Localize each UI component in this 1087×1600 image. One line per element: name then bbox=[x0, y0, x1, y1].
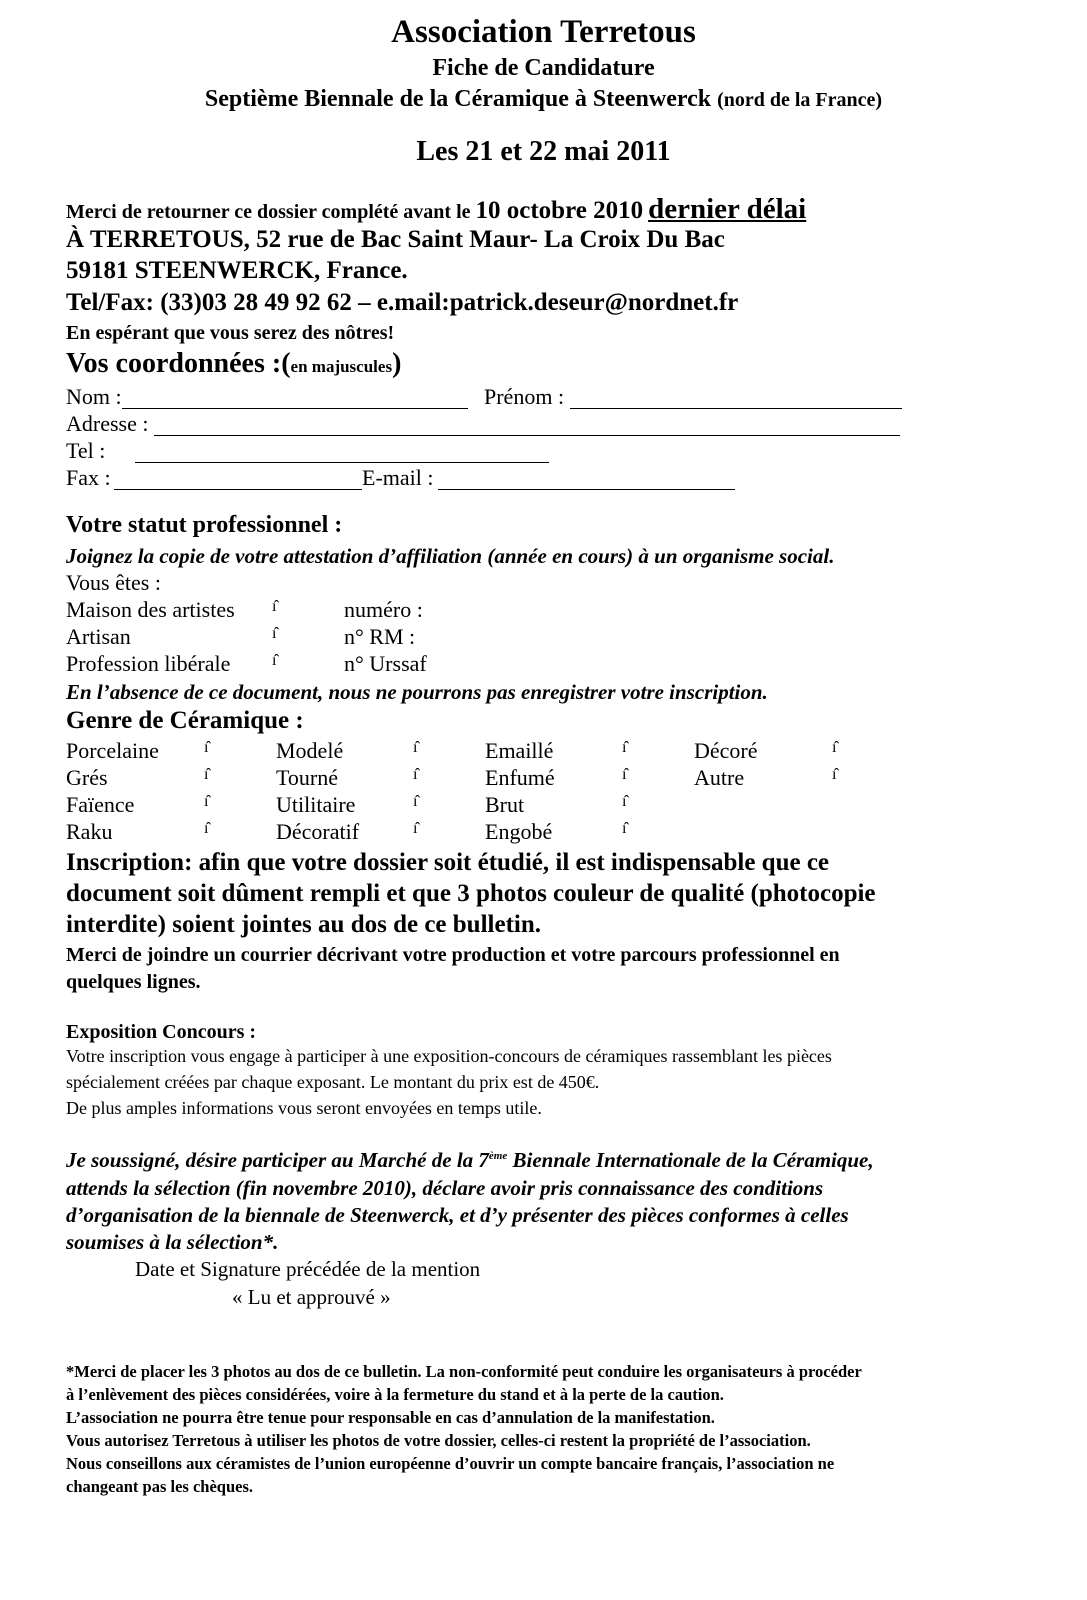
ceramic-checkbox[interactable]: ı̂ bbox=[204, 766, 209, 783]
fax-label: Fax : bbox=[66, 465, 111, 490]
deadline-label: dernier délai bbox=[648, 193, 807, 225]
form-subtitle: Fiche de Candidature bbox=[432, 55, 655, 81]
status-instruction: Joignez la copie de votre attestation d’affiliation (année en cours) à un organisme social. bbox=[66, 544, 835, 568]
nom-field[interactable] bbox=[122, 408, 468, 409]
inscription-line-3: interdite) soient jointes au dos de ce bulletin. bbox=[66, 911, 541, 938]
ceramic-option-label: Modelé bbox=[276, 738, 344, 763]
declaration-line-3: d’organisation de la biennale de Steenwerck, et d’y présenter des pièces conformes à celles bbox=[66, 1203, 849, 1227]
email-label: E-mail : bbox=[362, 465, 434, 490]
status-option-label: Artisan bbox=[66, 624, 131, 649]
ceramic-checkbox[interactable]: ı̂ bbox=[832, 766, 837, 783]
status-checkbox[interactable]: ı̂ bbox=[272, 625, 277, 642]
ceramic-option-label: Décoratif bbox=[276, 819, 360, 844]
footer-line: *Merci de placer les 3 photos au dos de ce bulletin. La non-conformité peut conduire les organisateurs à procéder bbox=[66, 1362, 862, 1381]
ceramic-option-label: Tourné bbox=[276, 765, 338, 790]
footer-line: à l’enlèvement des pièces considérées, voire à la fermeture du stand et à la perte de la caution. bbox=[66, 1385, 724, 1404]
address-line-2: 59181 STEENWERCK, France. bbox=[66, 257, 408, 284]
ceramic-checkbox[interactable]: ı̂ bbox=[204, 793, 209, 810]
ceramic-checkbox[interactable]: ı̂ bbox=[622, 766, 627, 783]
ceramic-option-label: Raku bbox=[66, 819, 113, 844]
adresse-label: Adresse : bbox=[66, 411, 149, 436]
ceramic-checkbox[interactable]: ı̂ bbox=[204, 739, 209, 756]
coordinates-heading bbox=[66, 348, 401, 380]
coordinates-heading-close: ) bbox=[392, 348, 402, 379]
footer-line: Vous autorisez Terretous à utiliser les photos de votre dossier, celles-ci restent la propriété de l’association. bbox=[66, 1431, 811, 1450]
ceramic-checkbox[interactable]: ı̂ bbox=[622, 793, 627, 810]
prenom-field[interactable] bbox=[570, 408, 902, 409]
footer-line: Nous conseillons aux céramistes de l’union européenne d’ouvrir un compte bancaire français, l’association ne bbox=[66, 1454, 835, 1473]
ceramic-checkbox[interactable]: ı̂ bbox=[413, 820, 418, 837]
contact-line: Tel/Fax: (33)03 28 49 92 62 – e.mail:patrick.deseur@nordnet.fr bbox=[66, 289, 739, 316]
ceramic-checkbox[interactable]: ı̂ bbox=[413, 793, 418, 810]
nom-label: Nom : bbox=[66, 384, 122, 409]
ceramic-checkbox[interactable]: ı̂ bbox=[204, 820, 209, 837]
status-checkbox[interactable]: ı̂ bbox=[272, 652, 277, 669]
event-main: Septième Biennale de la Céramique à Steenwerck bbox=[204, 86, 712, 112]
ceramic-option-label: Grés bbox=[66, 765, 108, 790]
status-warning: En l’absence de ce document, nous ne pourrons pas enregistrer votre inscription. bbox=[66, 680, 768, 704]
declaration-line-1 bbox=[66, 1148, 874, 1173]
footer-line: changeant pas les chèques. bbox=[66, 1477, 254, 1496]
ceramic-checkbox[interactable]: ı̂ bbox=[413, 739, 418, 756]
return-date: 10 octobre 2010 bbox=[475, 197, 644, 224]
status-option-label: Maison des artistes bbox=[66, 597, 235, 622]
association-title: Association Terretous bbox=[391, 14, 696, 50]
status-field-label: n° Urssaf bbox=[344, 651, 427, 676]
ceramic-option-label: Utilitaire bbox=[276, 792, 356, 817]
ceramic-option-label: Engobé bbox=[485, 819, 553, 844]
status-heading: Votre statut professionnel : bbox=[66, 512, 343, 538]
ceramics-heading: Genre de Céramique : bbox=[66, 707, 304, 734]
inscription-line-1: Inscription: afin que votre dossier soit étudié, il est indispensable que ce bbox=[66, 849, 830, 876]
signature-instruction: Date et Signature précédée de la mention bbox=[135, 1257, 481, 1281]
coordinates-heading-text: Vos coordonnées :( bbox=[66, 348, 291, 379]
email-field[interactable] bbox=[438, 489, 735, 490]
ceramic-option-label: Brut bbox=[485, 792, 525, 817]
ceramic-checkbox[interactable]: ı̂ bbox=[622, 739, 627, 756]
declaration-ordinal: ème bbox=[488, 1150, 508, 1162]
letter-line-1: Merci de joindre un courrier décrivant votre production et votre parcours professionnel en bbox=[66, 944, 840, 966]
event-dates: Les 21 et 22 mai 2011 bbox=[416, 136, 671, 167]
ceramic-option-label: Emaillé bbox=[485, 738, 554, 763]
vous-etes-label: Vous êtes : bbox=[66, 570, 161, 595]
footer-line: L’association ne pourra être tenue pour responsable en cas d’annulation de la manifestation. bbox=[66, 1408, 715, 1427]
prenom-label: Prénom : bbox=[484, 384, 565, 409]
status-checkbox[interactable]: ı̂ bbox=[272, 598, 277, 615]
status-option-label: Profession libérale bbox=[66, 651, 231, 676]
signature-mention: « Lu et approuvé » bbox=[232, 1285, 391, 1309]
declaration-line-4: soumises à la sélection*. bbox=[66, 1230, 279, 1254]
ceramic-checkbox[interactable]: ı̂ bbox=[413, 766, 418, 783]
ceramic-option-label: Faïence bbox=[66, 792, 135, 817]
exposition-line-2: spécialement créées par chaque exposant. Le montant du prix est de 450€. bbox=[66, 1072, 600, 1092]
return-text: Merci de retourner ce dossier complété avant le bbox=[66, 201, 471, 223]
exposition-heading: Exposition Concours : bbox=[66, 1021, 257, 1043]
coordinates-heading-note: en majuscules bbox=[290, 357, 393, 376]
ceramic-checkbox[interactable]: ı̂ bbox=[832, 739, 837, 756]
ceramic-option-label: Décoré bbox=[694, 738, 758, 763]
tel-field[interactable] bbox=[135, 462, 549, 463]
exposition-line-3: De plus amples informations vous seront envoyées en temps utile. bbox=[66, 1098, 542, 1118]
declaration-line-1-a: Je soussigné, désire participer au Marché de la 7 bbox=[66, 1148, 489, 1172]
hope-line: En espérant que vous serez des nôtres! bbox=[66, 322, 395, 344]
event-title bbox=[0, 86, 1087, 113]
inscription-line-2: document soit dûment rempli et que 3 photos couleur de qualité (photocopie bbox=[66, 880, 876, 907]
adresse-field[interactable] bbox=[154, 435, 900, 436]
ceramic-checkbox[interactable]: ı̂ bbox=[622, 820, 627, 837]
address-line-1: À TERRETOUS, 52 rue de Bac Saint Maur- La Croix Du Bac bbox=[66, 226, 725, 253]
ceramic-option-label: Enfumé bbox=[485, 765, 555, 790]
ceramic-option-label: Autre bbox=[694, 765, 745, 790]
event-region: (nord de la France) bbox=[717, 89, 883, 111]
letter-line-2: quelques lignes. bbox=[66, 971, 201, 993]
return-line bbox=[66, 193, 806, 226]
tel-label: Tel : bbox=[66, 438, 106, 463]
fax-field[interactable] bbox=[114, 489, 362, 490]
declaration-line-2: attends la sélection (fin novembre 2010), déclare avoir pris connaissance des conditions bbox=[66, 1176, 824, 1200]
status-field-label: numéro : bbox=[344, 597, 423, 622]
status-field-label: n° RM : bbox=[344, 624, 416, 649]
exposition-line-1: Votre inscription vous engage à participer à une exposition-concours de céramiques rassemblant les pièces bbox=[66, 1046, 832, 1066]
declaration-line-1-b: Biennale Internationale de la Céramique, bbox=[507, 1148, 874, 1172]
ceramic-option-label: Porcelaine bbox=[66, 738, 159, 763]
